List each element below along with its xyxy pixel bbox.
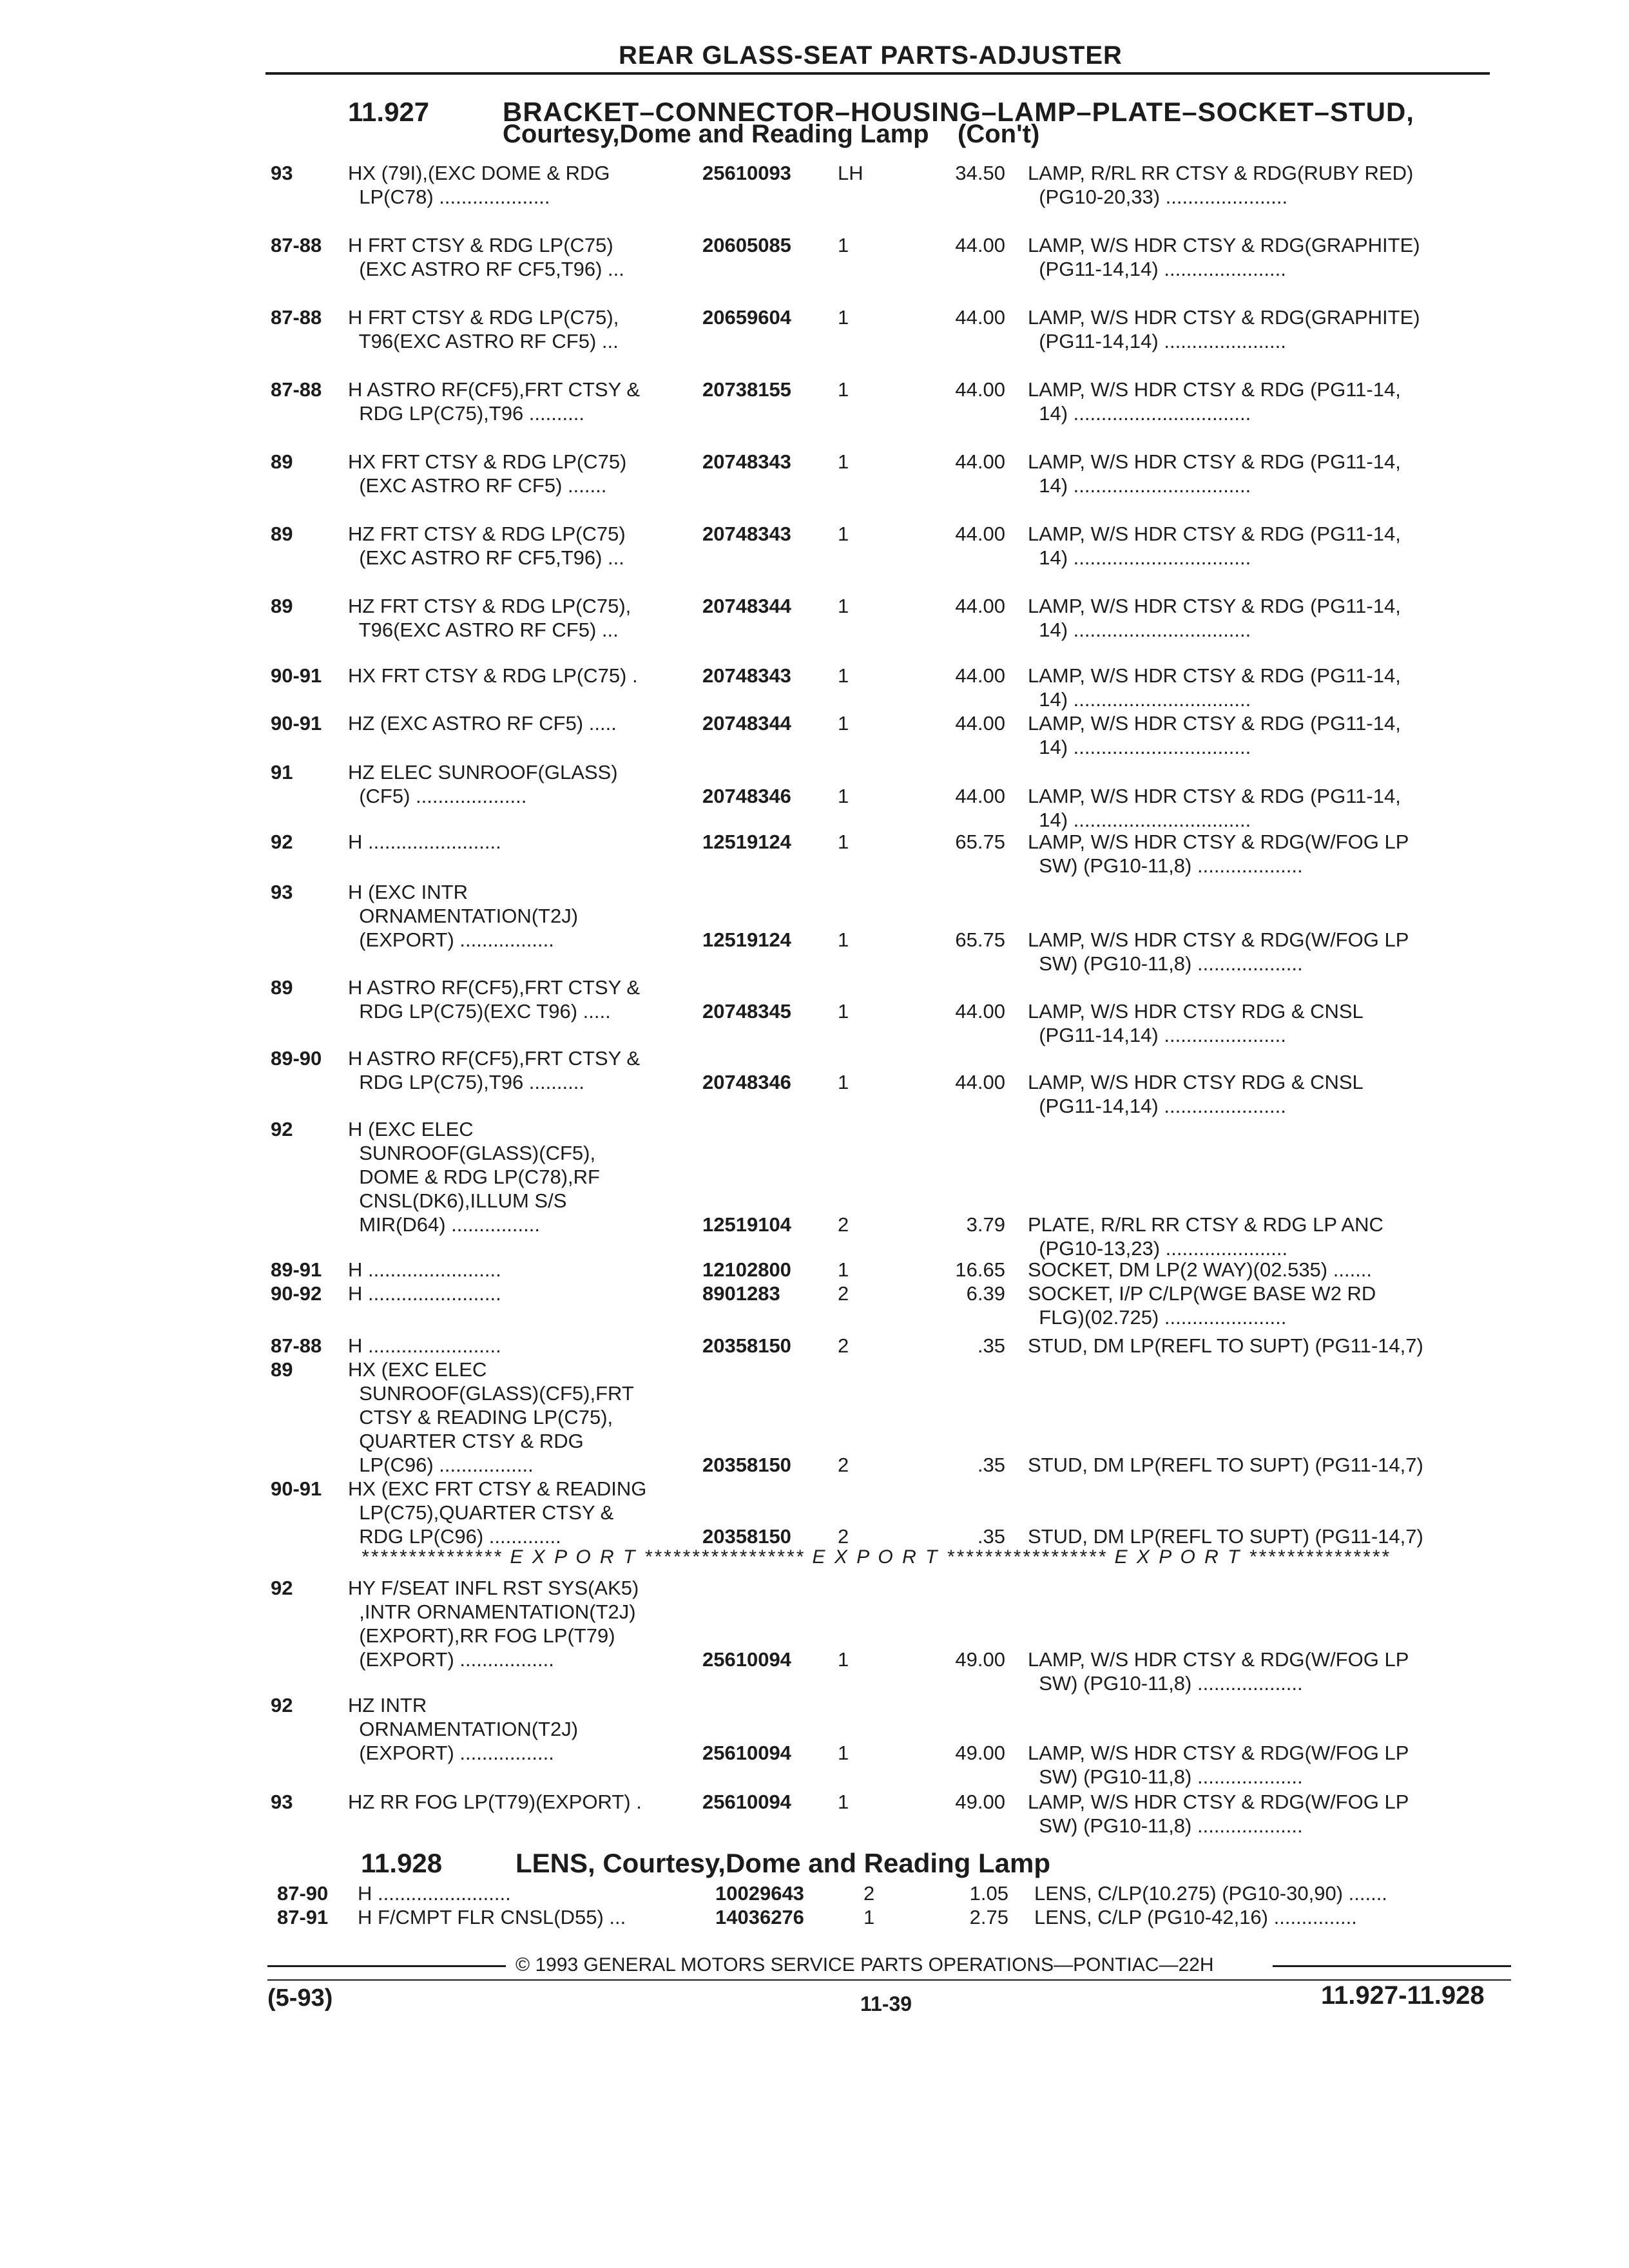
part-note: LAMP, W/S HDR CTSY & RDG (PG11-14, 14) ................................ bbox=[1028, 664, 1401, 711]
quantity: 2 bbox=[838, 1213, 849, 1236]
quantity: 1 bbox=[838, 831, 849, 853]
model-year: 87-88 bbox=[271, 1334, 322, 1357]
part-note: LENS, C/LP(10.275) (PG10-30,90) ....... bbox=[1034, 1882, 1387, 1905]
part-note: LAMP, W/S HDR CTSY & RDG (PG11-14, 14) ................................ bbox=[1028, 595, 1401, 641]
quantity: 1 bbox=[838, 306, 849, 329]
part-note: SOCKET, I/P C/LP(WGE BASE W2 RD FLG)(02.725) ...................... bbox=[1028, 1282, 1376, 1329]
part-note: LAMP, W/S HDR CTSY & RDG (PG11-14, 14) ................................ bbox=[1028, 785, 1401, 831]
model-year: 89 bbox=[271, 450, 293, 473]
part-number: 20659604 bbox=[702, 306, 791, 329]
usage-description: H (EXC INTR ORNAMENTATION(T2J) (EXPORT) ................. bbox=[348, 881, 579, 951]
part-note: LAMP, W/S HDR CTSY & RDG (PG11-14, 14) ................................ bbox=[1028, 378, 1401, 425]
usage-description: H ASTRO RF(CF5),FRT CTSY & RDG LP(C75),T96 .......... bbox=[348, 378, 640, 425]
part-number: 25610094 bbox=[702, 1648, 791, 1671]
price: 2.75 bbox=[969, 1906, 1008, 1928]
price: 44.00 bbox=[955, 785, 1005, 807]
part-note: SOCKET, DM LP(2 WAY)(02.535) ....... bbox=[1028, 1258, 1373, 1281]
part-number: 20748343 bbox=[702, 664, 791, 687]
usage-description: HY F/SEAT INFL RST SYS(AK5) ,INTR ORNAMENTATION(T2J) (EXPORT),RR FOG LP(T79) (EXPORT) ................. bbox=[348, 1577, 639, 1671]
part-number: 20748344 bbox=[702, 712, 791, 735]
quantity: 1 bbox=[838, 1071, 849, 1093]
model-year: 89 bbox=[271, 595, 293, 617]
model-year: 93 bbox=[271, 1791, 293, 1813]
usage-description: H ........................ bbox=[348, 831, 501, 853]
price: 44.00 bbox=[955, 523, 1005, 545]
model-year: 93 bbox=[271, 162, 293, 184]
model-year: 90-91 bbox=[271, 664, 322, 687]
price: .35 bbox=[977, 1454, 1005, 1476]
usage-description: H F/CMPT FLR CNSL(D55) ... bbox=[358, 1906, 626, 1928]
quantity: 1 bbox=[838, 1742, 849, 1764]
price: 65.75 bbox=[955, 831, 1005, 853]
quantity: 1 bbox=[838, 523, 849, 545]
part-number: 20748343 bbox=[702, 523, 791, 545]
price: 44.00 bbox=[955, 664, 1005, 687]
quantity: 1 bbox=[838, 712, 849, 735]
part-note: LAMP, W/S HDR CTSY & RDG(W/FOG LP SW) (PG10-11,8) ................... bbox=[1028, 1648, 1409, 1695]
price: 44.00 bbox=[955, 1000, 1005, 1023]
usage-description: H ........................ bbox=[348, 1258, 501, 1281]
part-number: 20605085 bbox=[702, 234, 791, 256]
footer-rule-under bbox=[267, 1979, 1511, 1981]
part-note: LAMP, W/S HDR CTSY & RDG (PG11-14, 14) ................................ bbox=[1028, 523, 1401, 569]
part-note: LENS, C/LP (PG10-42,16) ............... bbox=[1034, 1906, 1357, 1928]
part-number: 8901283 bbox=[702, 1282, 780, 1305]
model-year: 90-91 bbox=[271, 712, 322, 735]
page-header-title: REAR GLASS-SEAT PARTS-ADJUSTER bbox=[619, 41, 1123, 70]
usage-description: H ASTRO RF(CF5),FRT CTSY & RDG LP(C75),T96 .......... bbox=[348, 1047, 640, 1093]
part-number: 20748343 bbox=[702, 450, 791, 473]
model-year: 92 bbox=[271, 1118, 293, 1140]
model-year: 89-90 bbox=[271, 1047, 322, 1070]
model-year: 92 bbox=[271, 1694, 293, 1716]
part-note: PLATE, R/RL RR CTSY & RDG LP ANC (PG10-13,23) ...................... bbox=[1028, 1213, 1383, 1260]
part-number: 12519124 bbox=[702, 831, 791, 853]
part-number: 20748346 bbox=[702, 1071, 791, 1093]
usage-description: HX FRT CTSY & RDG LP(C75) . bbox=[348, 664, 638, 687]
price: 16.65 bbox=[955, 1258, 1005, 1281]
price: .35 bbox=[977, 1334, 1005, 1357]
usage-description: H (EXC ELEC SUNROOF(GLASS)(CF5), DOME & RDG LP(C78),RF CNSL(DK6),ILLUM S/S MIR(D64) ................ bbox=[348, 1118, 600, 1236]
usage-description: HZ ELEC SUNROOF(GLASS) (CF5) .................... bbox=[348, 761, 618, 807]
model-year: 89 bbox=[271, 1358, 293, 1381]
usage-description: H ........................ bbox=[358, 1882, 511, 1905]
usage-description: HZ RR FOG LP(T79)(EXPORT) . bbox=[348, 1791, 642, 1813]
quantity: 1 bbox=[838, 664, 849, 687]
price: 44.00 bbox=[955, 595, 1005, 617]
part-note: LAMP, W/S HDR CTSY & RDG (PG11-14, 14) ................................ bbox=[1028, 450, 1401, 497]
part-number: 12519104 bbox=[702, 1213, 791, 1236]
part-note: STUD, DM LP(REFL TO SUPT) (PG11-14,7) bbox=[1028, 1525, 1423, 1548]
usage-description: HX (EXC ELEC SUNROOF(GLASS)(CF5),FRT CTSY & READING LP(C75), QUARTER CTSY & RDG LP(C96) ................. bbox=[348, 1358, 634, 1476]
part-note: LAMP, W/S HDR CTSY RDG & CNSL (PG11-14,14) ...................... bbox=[1028, 1071, 1364, 1117]
quantity: 1 bbox=[838, 1648, 849, 1671]
quantity: 2 bbox=[863, 1882, 875, 1905]
part-number: 20358150 bbox=[702, 1334, 791, 1357]
usage-description: HZ INTR ORNAMENTATION(T2J) (EXPORT) ................. bbox=[348, 1694, 579, 1764]
quantity: 1 bbox=[838, 928, 849, 951]
quantity: 2 bbox=[838, 1525, 849, 1548]
quantity: 1 bbox=[838, 1791, 849, 1813]
quantity: 1 bbox=[838, 1258, 849, 1281]
part-note: LAMP, W/S HDR CTSY & RDG(W/FOG LP SW) (PG10-11,8) ................... bbox=[1028, 1791, 1409, 1837]
footer-copyright: © 1993 GENERAL MOTORS SERVICE PARTS OPERATIONS—PONTIAC—22H bbox=[516, 1954, 1214, 1975]
section-number: 11.927 bbox=[348, 97, 430, 127]
price: .35 bbox=[977, 1525, 1005, 1548]
quantity: 1 bbox=[838, 450, 849, 473]
quantity: 1 bbox=[838, 234, 849, 256]
usage-description: H ........................ bbox=[348, 1282, 501, 1305]
header-rule bbox=[265, 72, 1490, 75]
section-title: BRACKET–CONNECTOR–HOUSING–LAMP–PLATE–SOCKET–STUD, bbox=[503, 97, 1414, 127]
part-number: 20748345 bbox=[702, 1000, 791, 1023]
usage-description: H FRT CTSY & RDG LP(C75) (EXC ASTRO RF CF5,T96) ... bbox=[348, 234, 624, 280]
usage-description: HX (EXC FRT CTSY & READING LP(C75),QUARTER CTSY & RDG LP(C96) ............. bbox=[348, 1477, 647, 1548]
part-note: STUD, DM LP(REFL TO SUPT) (PG11-14,7) bbox=[1028, 1454, 1423, 1476]
model-year: 91 bbox=[271, 761, 293, 783]
usage-description: HX FRT CTSY & RDG LP(C75) (EXC ASTRO RF CF5) ....... bbox=[348, 450, 627, 497]
footer-rule-left bbox=[267, 1965, 506, 1967]
part-number: 12102800 bbox=[702, 1258, 791, 1281]
usage-description: HZ (EXC ASTRO RF CF5) ..... bbox=[348, 712, 617, 735]
part-number: 20358150 bbox=[702, 1454, 791, 1476]
quantity: 2 bbox=[838, 1454, 849, 1476]
part-number: 25610094 bbox=[702, 1742, 791, 1764]
usage-description: HX (79I),(EXC DOME & RDG LP(C78) .................... bbox=[348, 162, 610, 208]
usage-description: HZ FRT CTSY & RDG LP(C75), T96(EXC ASTRO RF CF5) ... bbox=[348, 595, 631, 641]
part-number: 25610093 bbox=[702, 162, 791, 184]
quantity: 1 bbox=[838, 785, 849, 807]
quantity: 2 bbox=[838, 1334, 849, 1357]
part-note: LAMP, W/S HDR CTSY & RDG (PG11-14, 14) ................................ bbox=[1028, 712, 1401, 758]
model-year: 87-88 bbox=[271, 234, 322, 256]
part-number: 10029643 bbox=[715, 1882, 804, 1905]
part-note: LAMP, W/S HDR CTSY & RDG(GRAPHITE) (PG11-14,14) ...................... bbox=[1028, 306, 1420, 352]
part-note: STUD, DM LP(REFL TO SUPT) (PG11-14,7) bbox=[1028, 1334, 1423, 1357]
price: 44.00 bbox=[955, 234, 1005, 256]
model-year: 87-91 bbox=[277, 1906, 329, 1928]
price: 1.05 bbox=[969, 1882, 1008, 1905]
export-divider: *************** E X P O R T ***************** E X P O R T ***************** E X P O R T *************** bbox=[361, 1546, 1391, 1568]
part-number: 12519124 bbox=[702, 928, 791, 951]
part-note: LAMP, W/S HDR CTSY & RDG(W/FOG LP SW) (PG10-11,8) ................... bbox=[1028, 831, 1409, 877]
model-year: 90-91 bbox=[271, 1477, 322, 1500]
section-title: LENS, Courtesy,Dome and Reading Lamp bbox=[516, 1848, 1051, 1878]
quantity: 1 bbox=[838, 595, 849, 617]
price: 49.00 bbox=[955, 1742, 1005, 1764]
model-year: 89-91 bbox=[271, 1258, 322, 1281]
price: 3.79 bbox=[966, 1213, 1005, 1236]
price: 44.00 bbox=[955, 1071, 1005, 1093]
quantity: 1 bbox=[863, 1906, 875, 1928]
section-subtitle: Courtesy,Dome and Reading Lamp (Con't) bbox=[503, 120, 1040, 148]
quantity: LH bbox=[838, 162, 863, 184]
price: 44.00 bbox=[955, 450, 1005, 473]
price: 34.50 bbox=[955, 162, 1005, 184]
part-number: 20738155 bbox=[702, 378, 791, 401]
price: 44.00 bbox=[955, 306, 1005, 329]
quantity: 2 bbox=[838, 1282, 849, 1305]
model-year: 92 bbox=[271, 831, 293, 853]
part-number: 20748344 bbox=[702, 595, 791, 617]
part-number: 20358150 bbox=[702, 1525, 791, 1548]
usage-description: H ........................ bbox=[348, 1334, 501, 1357]
price: 49.00 bbox=[955, 1648, 1005, 1671]
footer-rule-right bbox=[1273, 1965, 1511, 1967]
price: 44.00 bbox=[955, 712, 1005, 735]
part-note: LAMP, W/S HDR CTSY & RDG(W/FOG LP SW) (PG10-11,8) ................... bbox=[1028, 1742, 1409, 1788]
usage-description: H FRT CTSY & RDG LP(C75), T96(EXC ASTRO RF CF5) ... bbox=[348, 306, 619, 352]
model-year: 87-88 bbox=[271, 378, 322, 401]
part-note: LAMP, W/S HDR CTSY RDG & CNSL (PG11-14,14) ...................... bbox=[1028, 1000, 1364, 1046]
model-year: 93 bbox=[271, 881, 293, 903]
model-year: 90-92 bbox=[271, 1282, 322, 1305]
usage-description: HZ FRT CTSY & RDG LP(C75) (EXC ASTRO RF CF5,T96) ... bbox=[348, 523, 626, 569]
model-year: 89 bbox=[271, 976, 293, 999]
model-year: 87-90 bbox=[277, 1882, 329, 1905]
model-year: 92 bbox=[271, 1577, 293, 1599]
part-note: LAMP, W/S HDR CTSY & RDG(GRAPHITE) (PG11-14,14) ...................... bbox=[1028, 234, 1420, 280]
part-note: LAMP, R/RL RR CTSY & RDG(RUBY RED) (PG10-20,33) ...................... bbox=[1028, 162, 1414, 208]
footer-date-code: (5-93) bbox=[267, 1984, 333, 2012]
model-year: 89 bbox=[271, 523, 293, 545]
price: 49.00 bbox=[955, 1791, 1005, 1813]
quantity: 1 bbox=[838, 378, 849, 401]
model-year: 87-88 bbox=[271, 306, 322, 329]
part-number: 14036276 bbox=[715, 1906, 804, 1928]
part-number: 25610094 bbox=[702, 1791, 791, 1813]
price: 65.75 bbox=[955, 928, 1005, 951]
section-number: 11.928 bbox=[361, 1848, 443, 1878]
part-number: 20748346 bbox=[702, 785, 791, 807]
part-note: LAMP, W/S HDR CTSY & RDG(W/FOG LP SW) (PG10-11,8) ................... bbox=[1028, 928, 1409, 975]
price: 6.39 bbox=[966, 1282, 1005, 1305]
quantity: 1 bbox=[838, 1000, 849, 1023]
price: 44.00 bbox=[955, 378, 1005, 401]
footer-page-number: 11-39 bbox=[860, 1992, 912, 2015]
footer-section-range: 11.927-11.928 bbox=[1321, 1981, 1485, 2010]
usage-description: H ASTRO RF(CF5),FRT CTSY & RDG LP(C75)(EXC T96) ..... bbox=[348, 976, 640, 1023]
